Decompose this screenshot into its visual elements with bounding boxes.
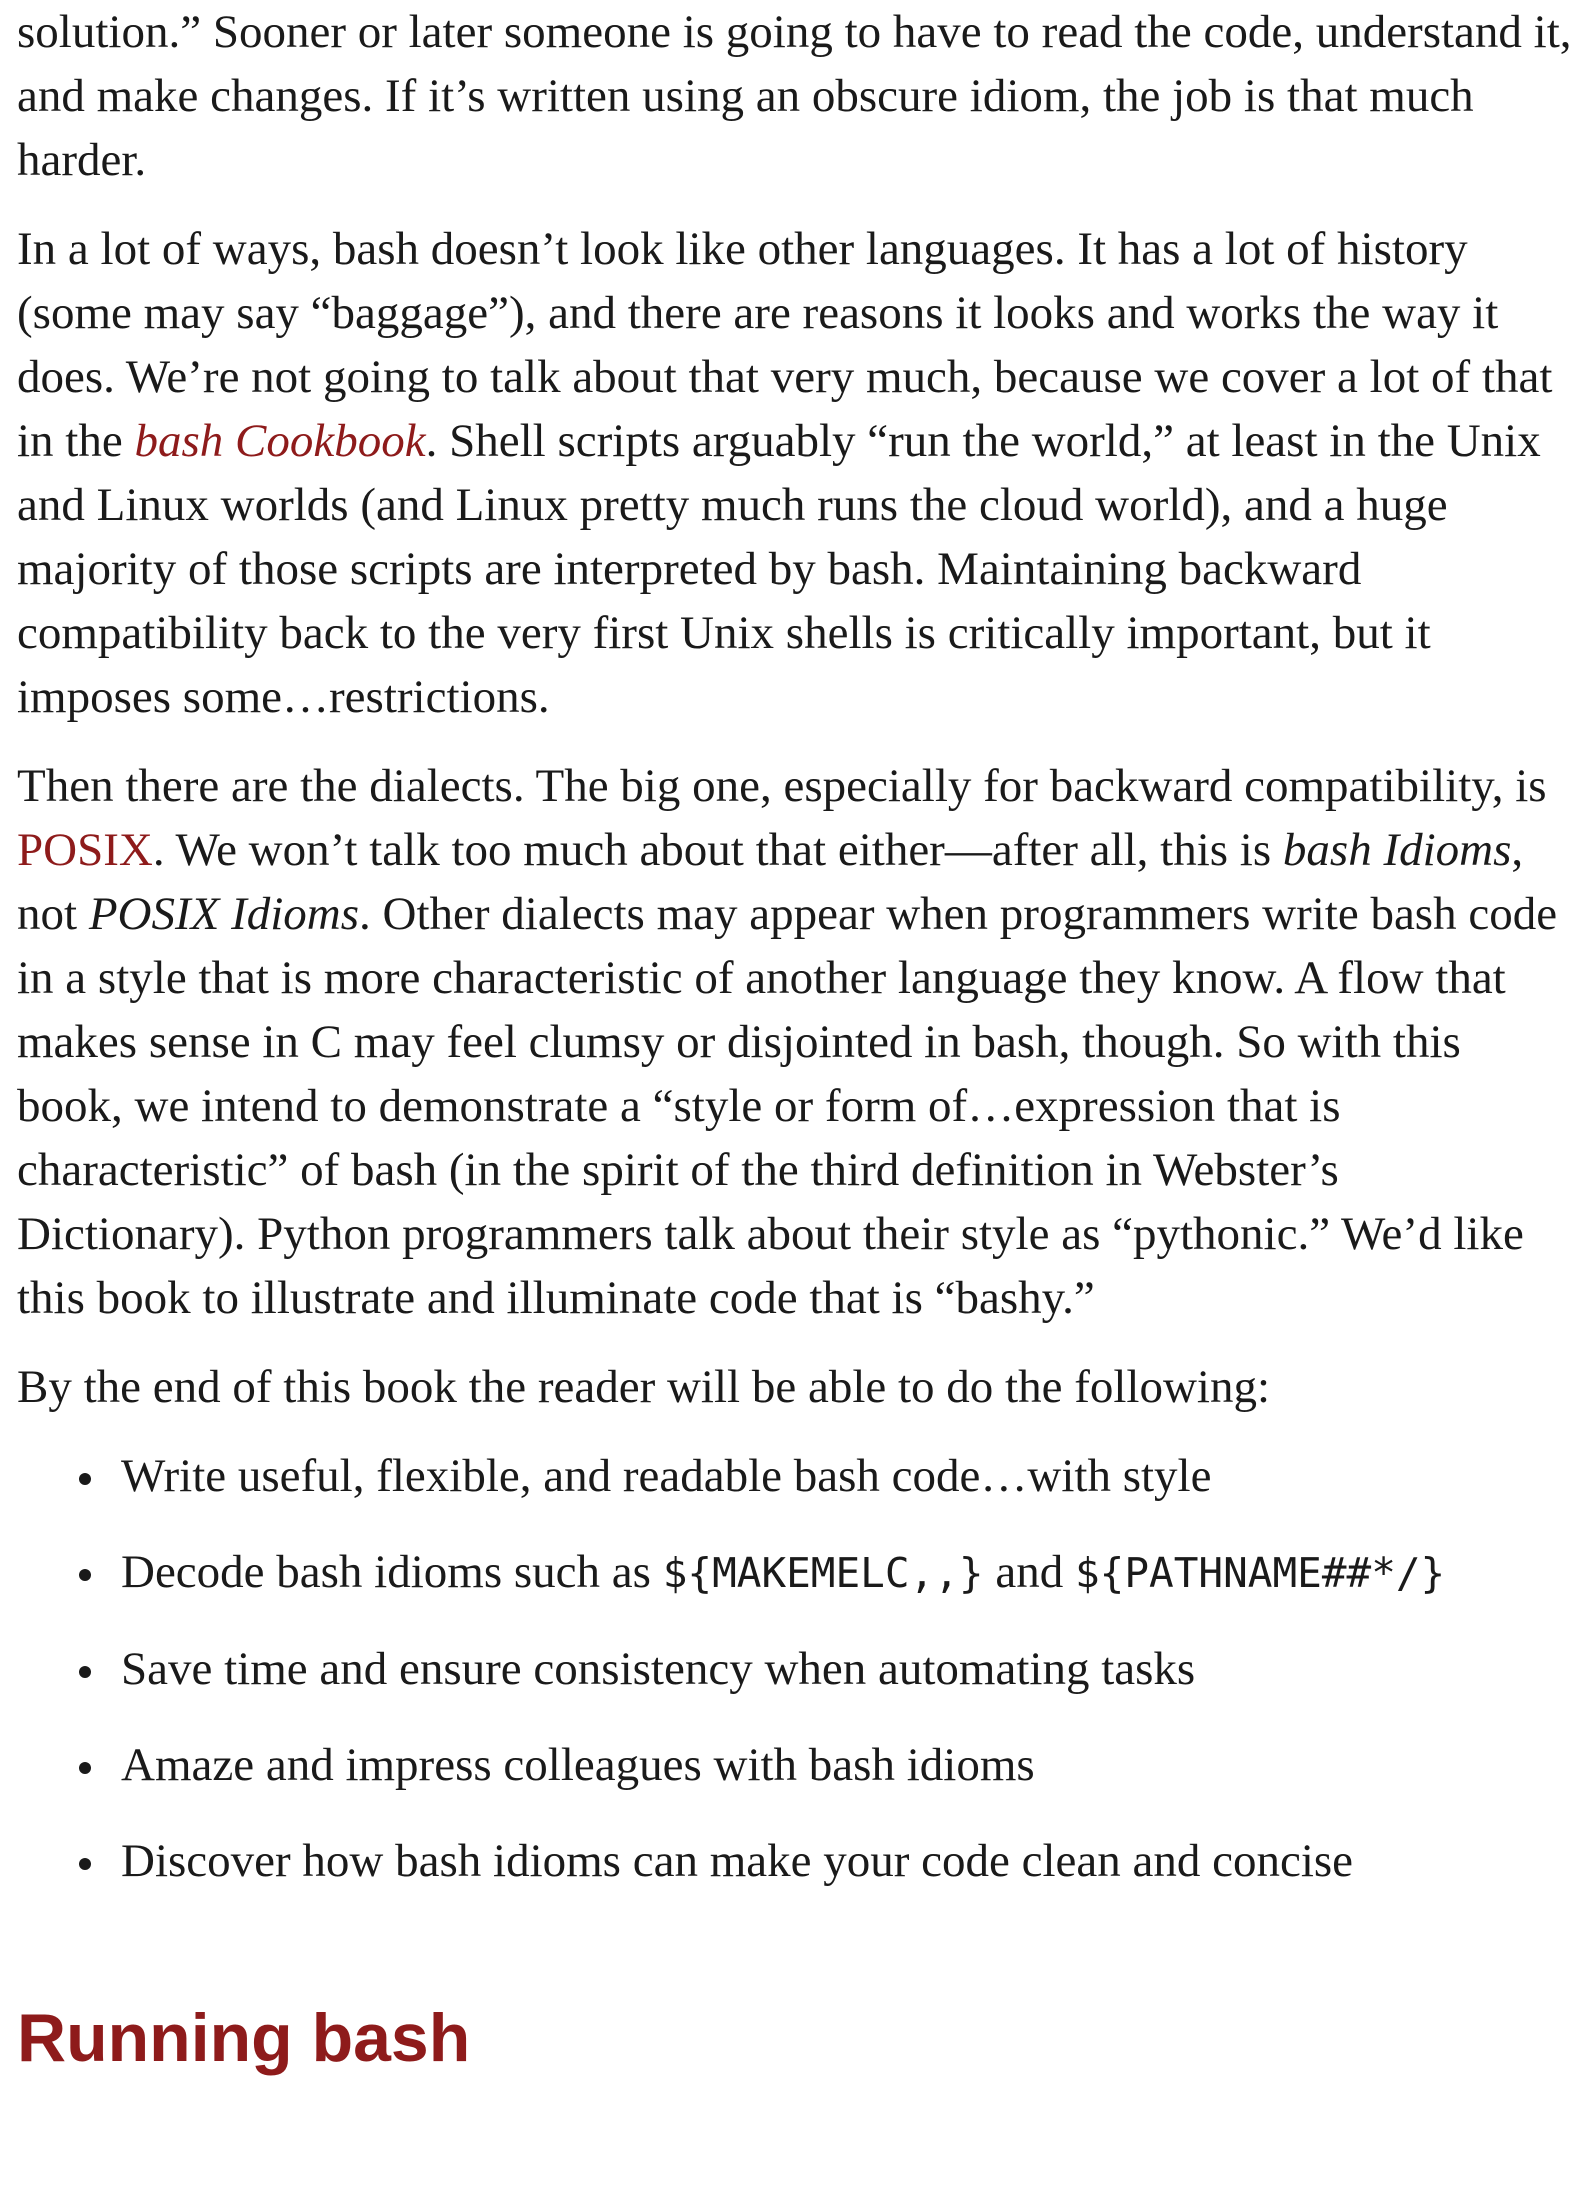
paragraph-text: Then there are the dialects. The big one, especially for backward compatibility, is bbox=[17, 760, 1547, 812]
list-item bbox=[17, 1540, 1577, 1605]
paragraph-text: . Other dialects may appear when programmers write bash code in a style that is more characteristic of another language they know. A flow that makes sense in C may feel clumsy or disjointed in bash, though. So with this book, we intend to demonstrate a “style or form of…expression that is characteristic” of bash (in the spirit of the third definition in Webster’s Dictionary). Python programmers talk about their style as “pythonic.” We’d like this book to illustrate and illuminate code that is “bashy.” bbox=[17, 888, 1558, 1324]
code-snippet: ${MAKEMELC,,} bbox=[662, 1549, 984, 1597]
posix-link[interactable]: POSIX bbox=[17, 824, 153, 876]
list-item: Discover how bash idioms can make your code clean and concise bbox=[17, 1829, 1577, 1893]
book-title-posix-idioms: POSIX Idioms bbox=[88, 888, 360, 940]
list-item-text: Decode bash idioms such as bbox=[121, 1546, 663, 1598]
code-snippet: ${PATHNAME##*/} bbox=[1074, 1549, 1446, 1597]
paragraph-continuation: solution.” Sooner or later someone is going to have to read the code, understand it, and make changes. If it’s written using an obscure idiom, the job is that much harder. bbox=[17, 6, 1572, 186]
list-item: Amaze and impress colleagues with bash idioms bbox=[17, 1733, 1577, 1797]
paragraph-text: , not bbox=[17, 824, 1524, 940]
bash-cookbook-link[interactable]: bash Cookbook bbox=[134, 415, 426, 467]
list-item: Write useful, flexible, and readable bash code…with style bbox=[17, 1444, 1577, 1508]
list-item: Save time and ensure consistency when automating tasks bbox=[17, 1637, 1577, 1701]
list-item-text: and bbox=[983, 1546, 1075, 1598]
book-page bbox=[17, 0, 1577, 2078]
paragraph-text: . We won’t talk too much about that either—after all, this is bbox=[152, 824, 1283, 876]
book-title-bash-idioms: bash Idioms bbox=[1282, 824, 1512, 876]
paragraph-bash-history bbox=[17, 217, 1577, 729]
paragraph-dialects bbox=[17, 754, 1577, 1330]
goals-list bbox=[17, 1444, 1577, 1893]
paragraph-text: In a lot of ways, bash doesn’t look like other languages. It has a lot of history (some may say “baggage”), and there are reasons it looks and works the way it does. We’re not going to talk about that very much, because we cover a lot of that in the bbox=[17, 223, 1553, 467]
paragraph-goals-intro: By the end of this book the reader will be able to do the following: bbox=[17, 1361, 1271, 1413]
section-heading: Running bash bbox=[17, 2000, 471, 2076]
paragraph-text: . Shell scripts arguably “run the world,” at least in the Unix and Linux worlds (and Linux pretty much runs the cloud world), and a huge majority of those scripts are interpreted by bash. Maintaining backward compatibility back to the very first Unix shells is critically important, but it imposes some…restrictions. bbox=[17, 415, 1541, 723]
